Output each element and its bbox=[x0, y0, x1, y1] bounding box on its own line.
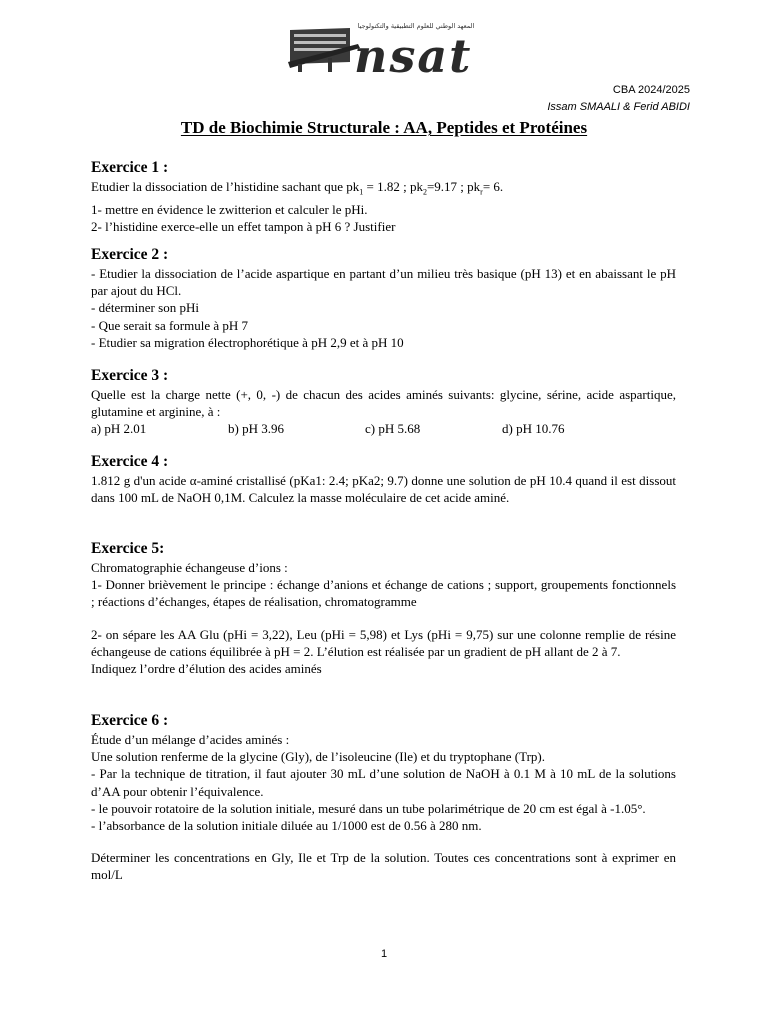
logo-wordmark: nsat bbox=[354, 29, 473, 82]
exercise-1-intro: Etudier la dissociation de l’histidine sachant que $pk_1 = 1.82$ ; $pk_2=9.17$ ; $pk_r= 6$. bbox=[91, 179, 504, 197]
page-title bbox=[0, 118, 768, 138]
exercise-line: Étude d’un mélange d’acides aminés : bbox=[91, 732, 290, 747]
exercise-5 bbox=[91, 539, 676, 677]
exercise-line: 1.812 g d'un acide α-aminé cristallisé (pKa1: 2.4; pKa2; 9.7) donne une solution de pH 10.4 quand il est dissout dans 100 mL de NaOH 0,1M. Calculez la masse moléculaire de cet acide aminé. bbox=[91, 473, 676, 506]
exercise-line: Déterminer les concentrations en Gly, Ile et Trp de la solution. Toutes ces concentrations sont à exprimer en mol/L bbox=[91, 850, 676, 883]
exercise-heading: Exercice 3 : bbox=[91, 367, 169, 384]
exercise-line: - Etudier sa migration électrophorétique à pH 2,9 et à pH 10 bbox=[91, 334, 404, 350]
ph-option: d) pH 10.76 bbox=[502, 421, 565, 437]
exercise-heading: Exercice 4 : bbox=[91, 453, 169, 470]
exercise-heading: Exercice 5: bbox=[91, 540, 165, 557]
page-number: 1 bbox=[380, 948, 388, 960]
exercise-line: 1- mettre en évidence le zwitterion et calculer le pHi. bbox=[91, 201, 368, 217]
exercise-line: Une solution renferme de la glycine (Gly), de l’isoleucine (Ile) et du tryptophane (Trp). bbox=[91, 749, 546, 765]
insat-logo-graphic bbox=[288, 18, 488, 82]
exercise-line: - déterminer son pHi bbox=[91, 300, 199, 316]
course-label: CBA 2024/2025 bbox=[612, 84, 690, 96]
exercise-line: 1- Donner brièvement le principe : échange d’anions et échange de cations ; support, groupements fonctionnels ; réactions d’échanges, étapes de réalisation, chromatogramme bbox=[91, 577, 676, 610]
exercise-line: Chromatographie échangeuse d’ions : bbox=[91, 560, 288, 575]
logo-arabic: المعهد الوطني للعلوم التطبيقية والتكنولوجيا bbox=[357, 22, 475, 30]
exercise-heading: Exercice 1 : bbox=[91, 159, 169, 176]
page-title-text: TD de Biochimie Structurale : AA, Peptides et Protéines bbox=[180, 118, 588, 137]
exercise-line: - l’absorbance de la solution initiale diluée au 1/1000 est de 0.56 à 280 nm. bbox=[91, 818, 482, 834]
exercise-line: - Etudier la dissociation de l’acide aspartique en partant d’un milieu très basique (pH 13) et en abaissant le pH par ajout du HCl. bbox=[91, 266, 676, 299]
exercise-line: - le pouvoir rotatoire de la solution initiale, mesuré dans un tube polarimétrique de 20 cm est égal à -1.05°. bbox=[91, 800, 646, 816]
insat-logo bbox=[288, 18, 488, 82]
exercise-line: 2- on sépare les AA Glu (pHi = 3,22), Leu (pHi = 5,98) et Lys (pHi = 9,75) sur une colonne remplie de résine échangeuse de cations équilibrée à pH = 2. L’élution est réalisée par un gradient de pH allant de 2 à 7. bbox=[91, 626, 676, 659]
exercise-line: - Que serait sa formule à pH 7 bbox=[91, 317, 249, 333]
ph-option: a) pH 2.01 bbox=[91, 421, 147, 437]
ph-options bbox=[91, 420, 676, 437]
exercise-4 bbox=[91, 452, 676, 506]
exercise-1 bbox=[91, 158, 676, 235]
exercise-3 bbox=[91, 366, 676, 438]
ph-option: c) pH 5.68 bbox=[365, 421, 421, 437]
exercise-line: Indiquez l’ordre d’élution des acides aminés bbox=[91, 661, 322, 677]
exercise-line: - Par la technique de titration, il faut ajouter 30 mL d’une solution de NaOH à 0.1 M à 10 mL de la solutions d’AA pour obtenir l’équivalence. bbox=[91, 766, 676, 799]
exercise-2 bbox=[91, 245, 676, 351]
authors-label: Issam SMAALI & Ferid ABIDI bbox=[547, 101, 690, 113]
exercise-heading: Exercice 2 : bbox=[91, 246, 169, 263]
exercise-line: 2- l’histidine exerce-elle un effet tampon à pH 6 ? Justifier bbox=[91, 219, 396, 234]
exercise-6 bbox=[91, 711, 676, 884]
exercise-line: Quelle est la charge nette (+, 0, -) de chacun des acides aminés suivants: glycine, sérine, acide aspartique, glutamine et arginine, à : bbox=[91, 387, 676, 420]
exercise-heading: Exercice 6 : bbox=[91, 712, 169, 729]
ph-option: b) pH 3.96 bbox=[228, 421, 284, 437]
